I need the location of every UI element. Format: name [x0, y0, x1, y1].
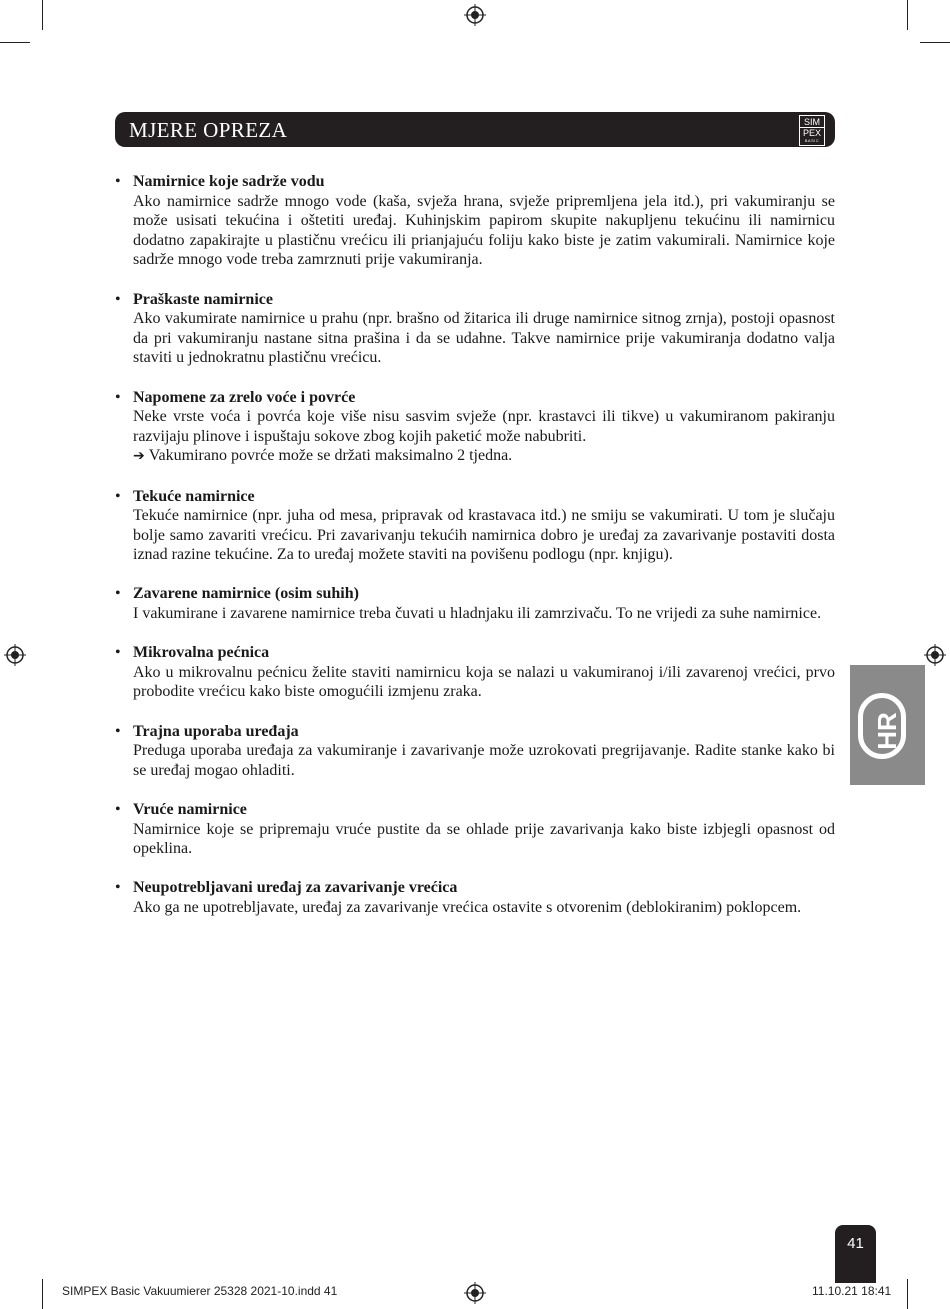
list-item [115, 722, 835, 781]
registration-mark-icon [464, 1282, 486, 1304]
logo-line-1: SIM [800, 118, 824, 128]
crop-mark [920, 42, 950, 43]
list-item [115, 878, 835, 917]
footer-file-info: SIMPEX Basic Vakuumierer 25328 2021-10.indd 41 [62, 1284, 338, 1298]
crop-mark [0, 42, 30, 43]
logo-line-3: BASIC [804, 138, 820, 143]
page-number-box [835, 1225, 876, 1283]
registration-mark-icon [464, 4, 486, 26]
list-item [115, 290, 835, 368]
item-title: Trajna uporaba uređaja [133, 722, 299, 740]
bullet-icon: • [115, 644, 121, 662]
crop-mark [42, 0, 43, 30]
item-body: Preduga uporaba uređaja za vakumiranje i zavarivanje može uzrokovati pregrijavanje. Radite stanke kako bi se uređaj mogao ohladiti. [133, 742, 835, 779]
bullet-icon: • [115, 585, 121, 603]
simpex-logo [799, 115, 825, 146]
item-note [133, 446, 835, 467]
bullet-icon: • [115, 722, 121, 740]
item-title: Mikrovalna pećnica [133, 644, 270, 662]
logo-line-2: PEX [802, 128, 821, 138]
list-item [115, 643, 835, 702]
arrow-right-icon: ➔ [133, 448, 145, 465]
item-body: Namirnice koje se pripremaju vruće pustite da se ohlade prije zavarivanja kako biste izbjegli opasnost od opeklina. [133, 820, 835, 858]
bullet-icon: • [115, 879, 121, 897]
registration-mark-icon [4, 644, 26, 666]
list-item [115, 584, 835, 623]
crop-mark [907, 1279, 908, 1309]
item-title: Neupotrebljavani uređaj za zavarivanje vrećica [133, 879, 458, 897]
item-title: Napomene za zrelo voće i povrće [133, 388, 356, 406]
item-body: Ako vakumirate namirnice u prahu (npr. brašno od žitarica ili druge namirnice sitnog zrnja), postoji opasnost da pri vakumiranju nastane sitna prašina i da se udahne. Takve namirnice prije vakumiranja dodatno valja staviti u jednokratnu plastičnu vrećicu. [133, 310, 835, 367]
item-title: Namirnice koje sadrže vodu [133, 173, 325, 190]
item-title: Vruće namirnice [133, 801, 247, 818]
section-header [115, 112, 835, 147]
list-item [115, 800, 835, 859]
list-item [115, 172, 835, 270]
list-item [115, 487, 835, 565]
list-item [115, 388, 835, 467]
item-title: Tekuće namirnice [133, 487, 255, 505]
item-body: Ako namirnice sadrže mnogo vode (kaša, svježa hrana, svježe pripremljena jela itd.), pri vakumiranju se može usisati tekućina i oštetiti uređaj. Kuhinjskim papirom skupite nakupljenu tekućinu ili namirnicu dodatno zapakirajte u plastičnu vrećicu ili prianjajuću foliju kako biste je zatim vakumirali. Namirnice koje sadrže mnogo vode treba zamrznuti prije vakumiranja. [133, 192, 835, 269]
page-number: 41 [847, 1235, 864, 1252]
language-badge [858, 693, 906, 759]
bullet-icon: • [115, 487, 121, 505]
crop-mark [907, 0, 908, 30]
language-tab [850, 665, 925, 785]
item-body: Neke vrste voća i povrća koje više nisu sasvim svježe (npr. krastavci ili tikve) u vakumiranom pakiranju razvijaju plinove i ispuštaju sokove zbog kojih paketić može nabubriti. [133, 408, 835, 445]
bullet-icon: • [115, 388, 121, 406]
item-title: Praškaste namirnice [133, 290, 273, 308]
item-body: Ako u mikrovalnu pećnicu želite staviti namirnicu koja se nalazi u vakumiranoj i/ili zavarenoj vrećici, prvo probodite vrećicu kako biste omogućili izmjenu zraka. [133, 663, 835, 701]
crop-mark [42, 1279, 43, 1309]
precautions-list [115, 172, 835, 937]
language-code: HR [871, 712, 902, 750]
registration-mark-icon [924, 644, 946, 666]
item-body: Tekuće namirnice (npr. juha od mesa, pripravak od krastavaca itd.) ne smiju se vakumirati. U tom je slučaju bolje samo zavariti vrećicu. Pri zavarivanju tekućih namirnica dobro je uređaj za zavarivanje postaviti dosta iznad razine tekućine. Za to uređaj možete staviti na povišenu podlogu (npr. knjigu). [133, 507, 835, 564]
footer-datetime: 11.10.21 18:41 [812, 1284, 892, 1298]
item-body: I vakumirane i zavarene namirnice treba čuvati u hladnjaku ili zamrzivaču. To ne vrijedi za suhe namirnice. [133, 605, 822, 623]
bullet-icon: • [115, 801, 121, 818]
item-body: Ako ga ne upotrebljavate, uređaj za zavarivanje vrećica ostavite s otvorenim (deblokiranim) poklopcem. [133, 898, 802, 916]
bullet-icon: • [115, 290, 121, 308]
item-title: Zavarene namirnice (osim suhih) [133, 585, 359, 603]
page-title: MJERE OPREZA [129, 118, 288, 142]
bullet-icon: • [115, 173, 121, 190]
note-text: Vakumirano povrće može se držati maksimalno 2 tjedna. [148, 447, 513, 465]
